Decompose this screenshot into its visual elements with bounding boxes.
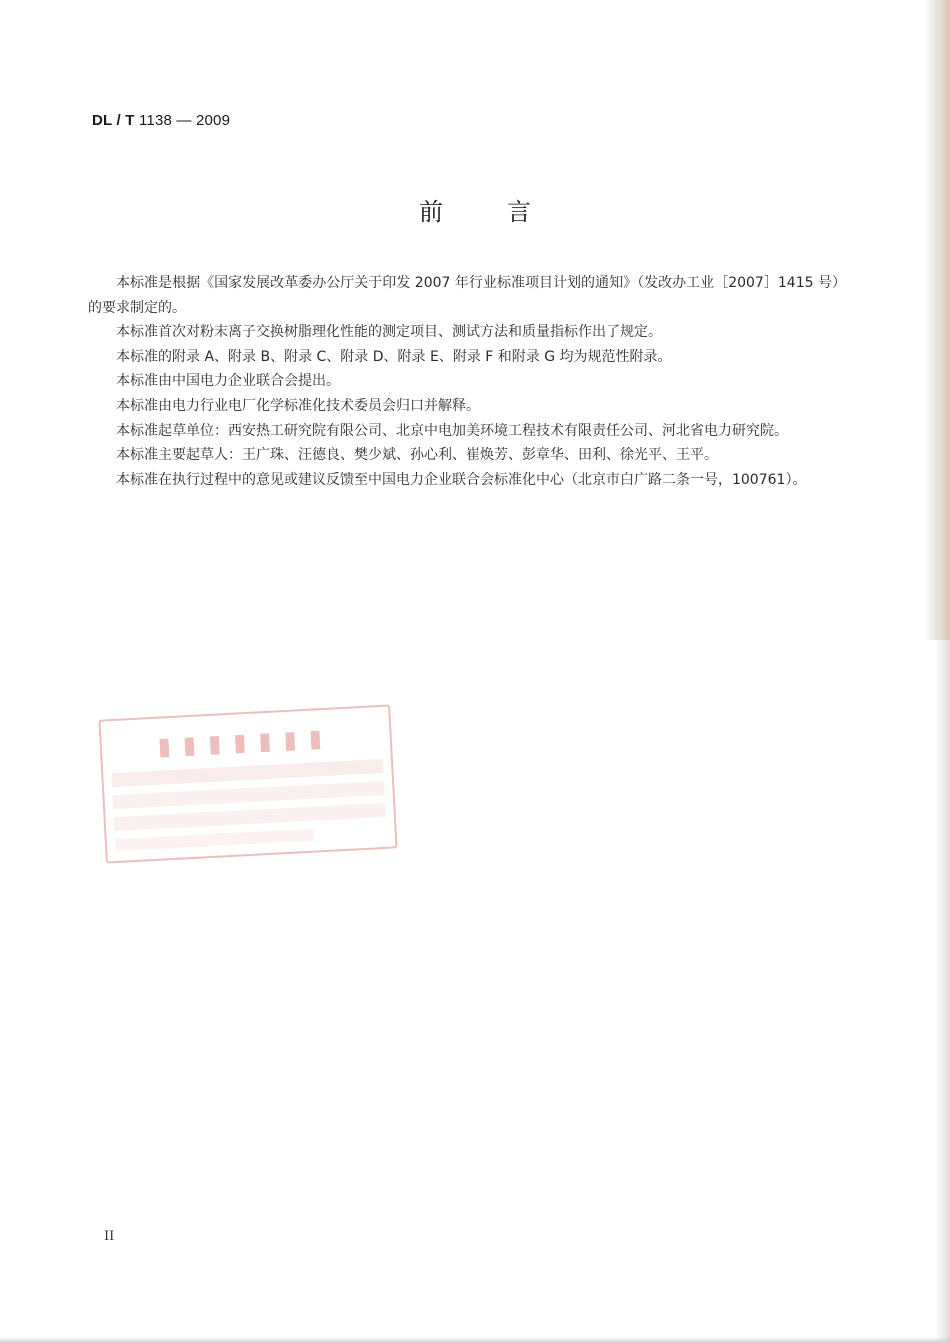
stamp-graphic [101, 707, 396, 862]
paragraph-basis: 本标准是根据《国家发展改革委办公厅关于印发 2007 年行业标准项目计划的通知》（发改办工业［2007］1415 号）的要求制定的。 [88, 275, 846, 316]
page-title [0, 192, 950, 227]
scan-bottom-edge [0, 1337, 950, 1343]
page-number: II [104, 1229, 115, 1244]
paragraph-appendices: 本标准的附录 A、附录 B、附录 C、附录 D、附录 E、附录 F 和附录 G 均为规范性附录。 [116, 348, 672, 365]
paragraph-committee: 本标准由电力行业电厂化学标准化技术委员会归口并解释。 [116, 397, 480, 414]
paragraph-drafters: 本标准主要起草人：王广珠、汪德良、樊少斌、孙心利、崔焕芳、彭章华、田利、徐光平、王平。 [116, 447, 718, 464]
svg-text:▮▮▮▮▮▮▮: ▮▮▮▮▮▮▮ [156, 723, 335, 761]
paragraph-drafting-units: 本标准起草单位：西安热工研究院有限公司、北京中电加美环境工程技术有限责任公司、河北省电力研究院。 [116, 422, 788, 439]
paragraph-proposer: 本标准由中国电力企业联合会提出。 [116, 373, 340, 390]
standard-code [92, 112, 230, 129]
scan-edge-shadow [924, 0, 950, 640]
standard-code-number: 1138 — 2009 [138, 112, 231, 129]
paragraph-feedback: 本标准在执行过程中的意见或建议反馈至中国电力企业联合会标准化中心（北京市白广路二条一号，100761）。 [116, 471, 807, 488]
title-char-1: 前 [419, 198, 443, 226]
title-char-2: 言 [507, 198, 531, 226]
bookstore-stamp [98, 704, 397, 863]
scan-edge-shadow-lower [936, 640, 950, 1343]
foreword-body [88, 271, 846, 492]
paragraph-scope: 本标准首次对粉末离子交换树脂理化性能的测定项目、测试方法和质量指标作出了规定。 [116, 324, 662, 341]
standard-code-prefix: DL / T [92, 112, 135, 129]
